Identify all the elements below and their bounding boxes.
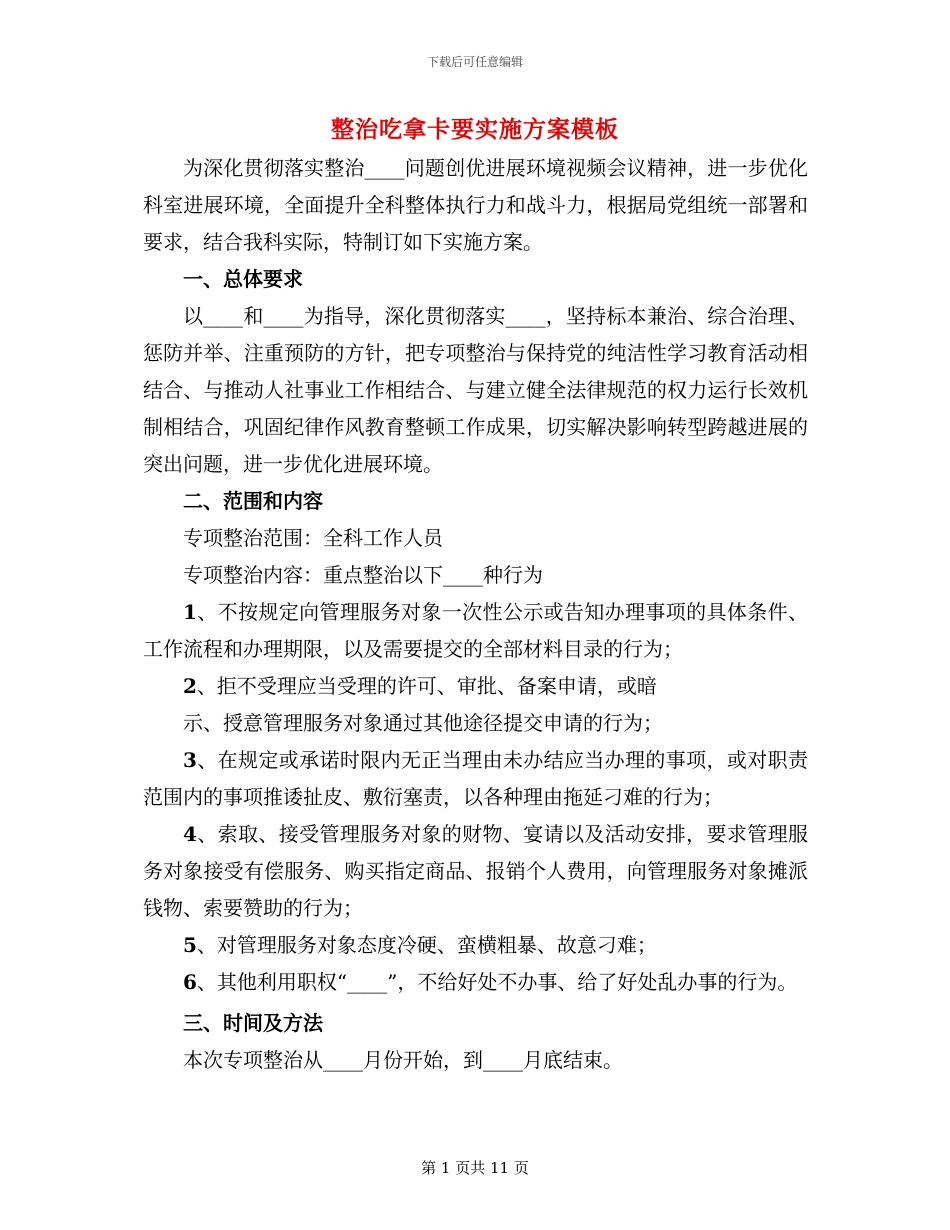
item-text: 、索取、接受管理服务对象的财物、宴请以及活动安排，要求管理服务对象接受有偿服务、购买指定商品、报销个人费用，向管理服务对象摊派钱物、索要赞助的行为； bbox=[143, 822, 808, 920]
item-text: 、对管理服务对象态度冷硬、蛮横粗暴、故意刁难； bbox=[196, 933, 657, 957]
section2-content: 专项整治内容：重点整治以下____种行为 bbox=[183, 563, 543, 587]
header-note: 下载后可任意编辑 bbox=[426, 55, 523, 69]
section1-heading: 一、总体要求 bbox=[183, 267, 303, 291]
document-body bbox=[143, 150, 808, 1079]
item-text: 、不按规定向管理服务对象一次性公示或告知办理事项的具体条件、工作流程和办理期限，以及需要提交的全部材料目录的行为； bbox=[143, 600, 808, 661]
item-number: 5 bbox=[183, 933, 197, 957]
section2-heading: 二、范围和内容 bbox=[183, 489, 323, 513]
item-text: 、拒不受理应当受理的许可、审批、备案申请，或暗 bbox=[196, 674, 657, 698]
list-item bbox=[143, 927, 808, 964]
item-number: 3 bbox=[183, 748, 197, 772]
list-item bbox=[143, 816, 808, 927]
item-text: 、在规定或承诺时限内无正当理由未办结应当办理的事项，或对职责范围内的事项推诿扯皮、敷衍塞责，以各种理由拖延刁难的行为； bbox=[143, 748, 808, 809]
list-item-continuation: 示、授意管理服务对象通过其他途径提交申请的行为； bbox=[183, 711, 663, 735]
list-item bbox=[143, 594, 808, 668]
section1-paragraph: 以____和____为指导，深化贯彻落实____，坚持标本兼治、综合治理、惩防并举、注重预防的方针，把专项整治与保持党的纯洁性学习教育活动相结合、与推动人社事业工作相结合、与建立健全法律规范的权力运行长效机制相结合，巩固纪律作风教育整顿工作成果，切实解决影响转型跨越进展的突出问题，进一步优化进展环境。 bbox=[143, 304, 808, 476]
page-number-footer: 第 1 页共 11 页 bbox=[421, 1159, 529, 1177]
item-number: 4 bbox=[183, 822, 197, 846]
intro-paragraph: 为深化贯彻落实整治____问题创优进展环境视频会议精神，进一步优化科室进展环境，全面提升全科整体执行力和战斗力，根据局党组统一部署和要求，结合我科实际，特制订如下实施方案。 bbox=[143, 156, 808, 254]
list-item bbox=[143, 964, 808, 1001]
list-item bbox=[143, 668, 808, 705]
document-title: 整治吃拿卡要实施方案模板 bbox=[331, 116, 619, 143]
item-number: 6 bbox=[183, 970, 197, 994]
item-text: 、其他利用职权“____”，不给好处不办事、给了好处乱办事的行为。 bbox=[196, 970, 798, 994]
section3-heading: 三、时间及方法 bbox=[183, 1011, 323, 1035]
section3-paragraph: 本次专项整治从____月份开始，到____月底结束。 bbox=[183, 1048, 623, 1072]
list-item bbox=[143, 742, 808, 816]
item-number: 1 bbox=[183, 600, 197, 624]
item-number: 2 bbox=[183, 674, 197, 698]
section2-scope: 专项整治范围：全科工作人员 bbox=[183, 526, 443, 550]
